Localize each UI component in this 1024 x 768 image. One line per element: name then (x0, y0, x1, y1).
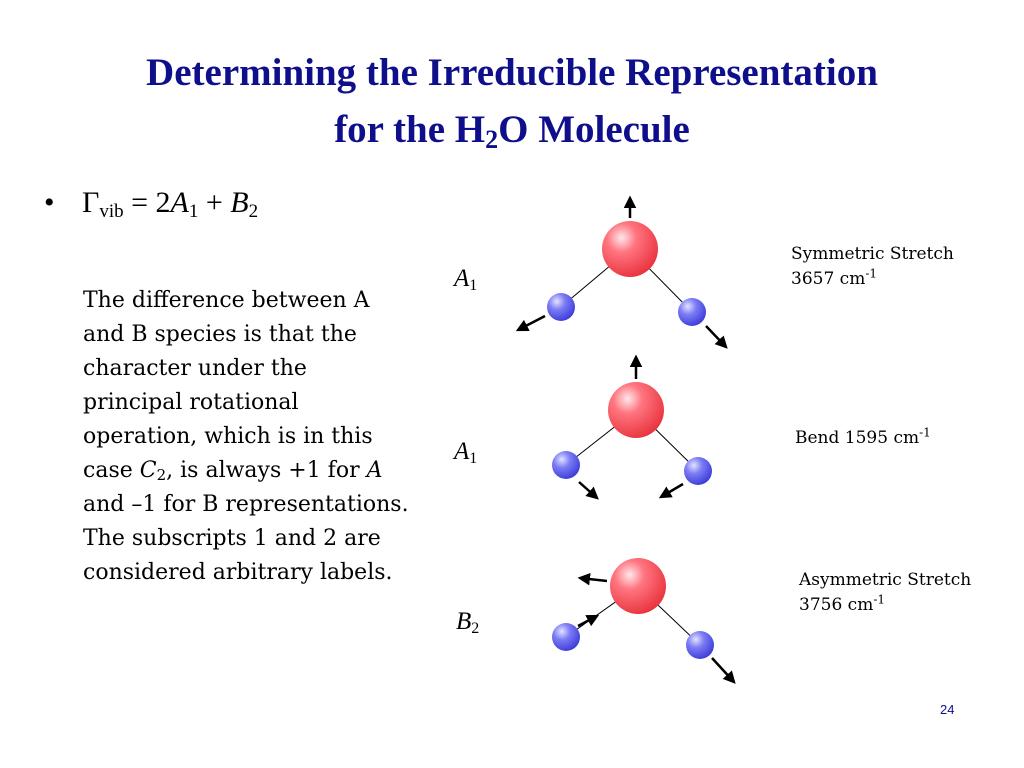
gamma-symbol: Γ (82, 186, 100, 219)
mode-2-frequency (795, 426, 931, 451)
gamma-subscript: vib (99, 201, 124, 222)
equation-b-subscript: 2 (248, 201, 259, 222)
oxygen-atom (602, 221, 658, 277)
hydrogen-atom (552, 623, 580, 651)
hydrogen-atom (552, 451, 580, 479)
mode-1-name: Symmetric Stretch (791, 244, 954, 264)
explanation-paragraph (83, 284, 413, 590)
symmetric-stretch-molecule (518, 198, 726, 347)
hydrogen-atom (684, 457, 712, 485)
mode-2-symmetry-label (454, 438, 477, 466)
title-line-1: Determining the Irreducible Representation (146, 51, 878, 94)
hydrogen-atom (686, 631, 714, 659)
equation-a: A (170, 186, 189, 219)
mode-2-description (795, 426, 931, 451)
bullet-dot-icon: • (44, 186, 55, 219)
mode-3-symbol: B (456, 608, 472, 635)
motion-arrow-icon (712, 658, 734, 682)
bend-molecule (552, 357, 712, 498)
mode-3-symbol-subscript: 2 (471, 620, 480, 637)
mode-3-symmetry-label (456, 608, 479, 636)
mode-3-wavenumber: 3756 cm (799, 595, 874, 615)
mode-1-description (791, 242, 954, 292)
title-line-2-prefix: for the H (334, 108, 486, 151)
equation-equals: = 2 (123, 186, 171, 219)
motion-arrow-icon (578, 616, 597, 626)
paragraph-part-3: and –1 for B representations. The subscripts 1 and 2 are considered arbitrary labels. (83, 492, 409, 585)
equation-b: B (230, 186, 249, 219)
paragraph-c: C (139, 458, 157, 483)
paragraph-a: A (366, 458, 383, 483)
mode-2-symbol: A (454, 438, 470, 465)
mode-3-frequency (799, 593, 971, 618)
paragraph-part-2: , is always +1 for (166, 458, 367, 483)
mode-3-name: Asymmetric Stretch (799, 570, 972, 590)
motion-arrow-icon (661, 484, 683, 497)
mode-1-symbol: A (454, 265, 470, 292)
vibrational-modes-diagram (480, 180, 760, 700)
mode-3-unit-exponent: -1 (873, 592, 886, 607)
mode-2-name: Bend 1595 cm (795, 428, 920, 448)
motion-arrow-icon (579, 482, 597, 498)
oxygen-atom (608, 382, 664, 438)
mode-1-symmetry-label (454, 265, 477, 293)
equation-plus: + (198, 186, 231, 219)
gamma-vib-equation (82, 186, 258, 220)
mode-1-frequency (791, 267, 954, 292)
mode-2-unit-exponent: -1 (919, 425, 931, 440)
paragraph-part-1: The difference between A and B species is that the character under the principal rotational operation, which is in this case (83, 288, 373, 483)
mode-1-unit-exponent: -1 (865, 266, 878, 281)
equation-a-subscript: 1 (188, 201, 199, 222)
oxygen-atom (610, 558, 666, 614)
motion-arrow-icon (580, 578, 607, 581)
page-number: 24 (940, 702, 955, 717)
title-subscript: 2 (485, 125, 499, 154)
slide-title (0, 44, 1024, 158)
motion-arrow-icon (518, 316, 545, 330)
hydrogen-atom (678, 298, 706, 326)
motion-arrow-icon (706, 326, 726, 347)
asymmetric-stretch-molecule (552, 558, 734, 682)
mode-1-symbol-subscript: 1 (469, 277, 478, 294)
mode-1-wavenumber: 3657 cm (791, 269, 866, 289)
title-line-2-suffix: O Molecule (498, 108, 690, 151)
title-line-2 (0, 101, 1024, 158)
paragraph-c-subscript: 2 (156, 466, 167, 484)
mode-3-description (799, 568, 971, 618)
mode-2-symbol-subscript: 1 (469, 450, 478, 467)
hydrogen-atom (547, 293, 575, 321)
